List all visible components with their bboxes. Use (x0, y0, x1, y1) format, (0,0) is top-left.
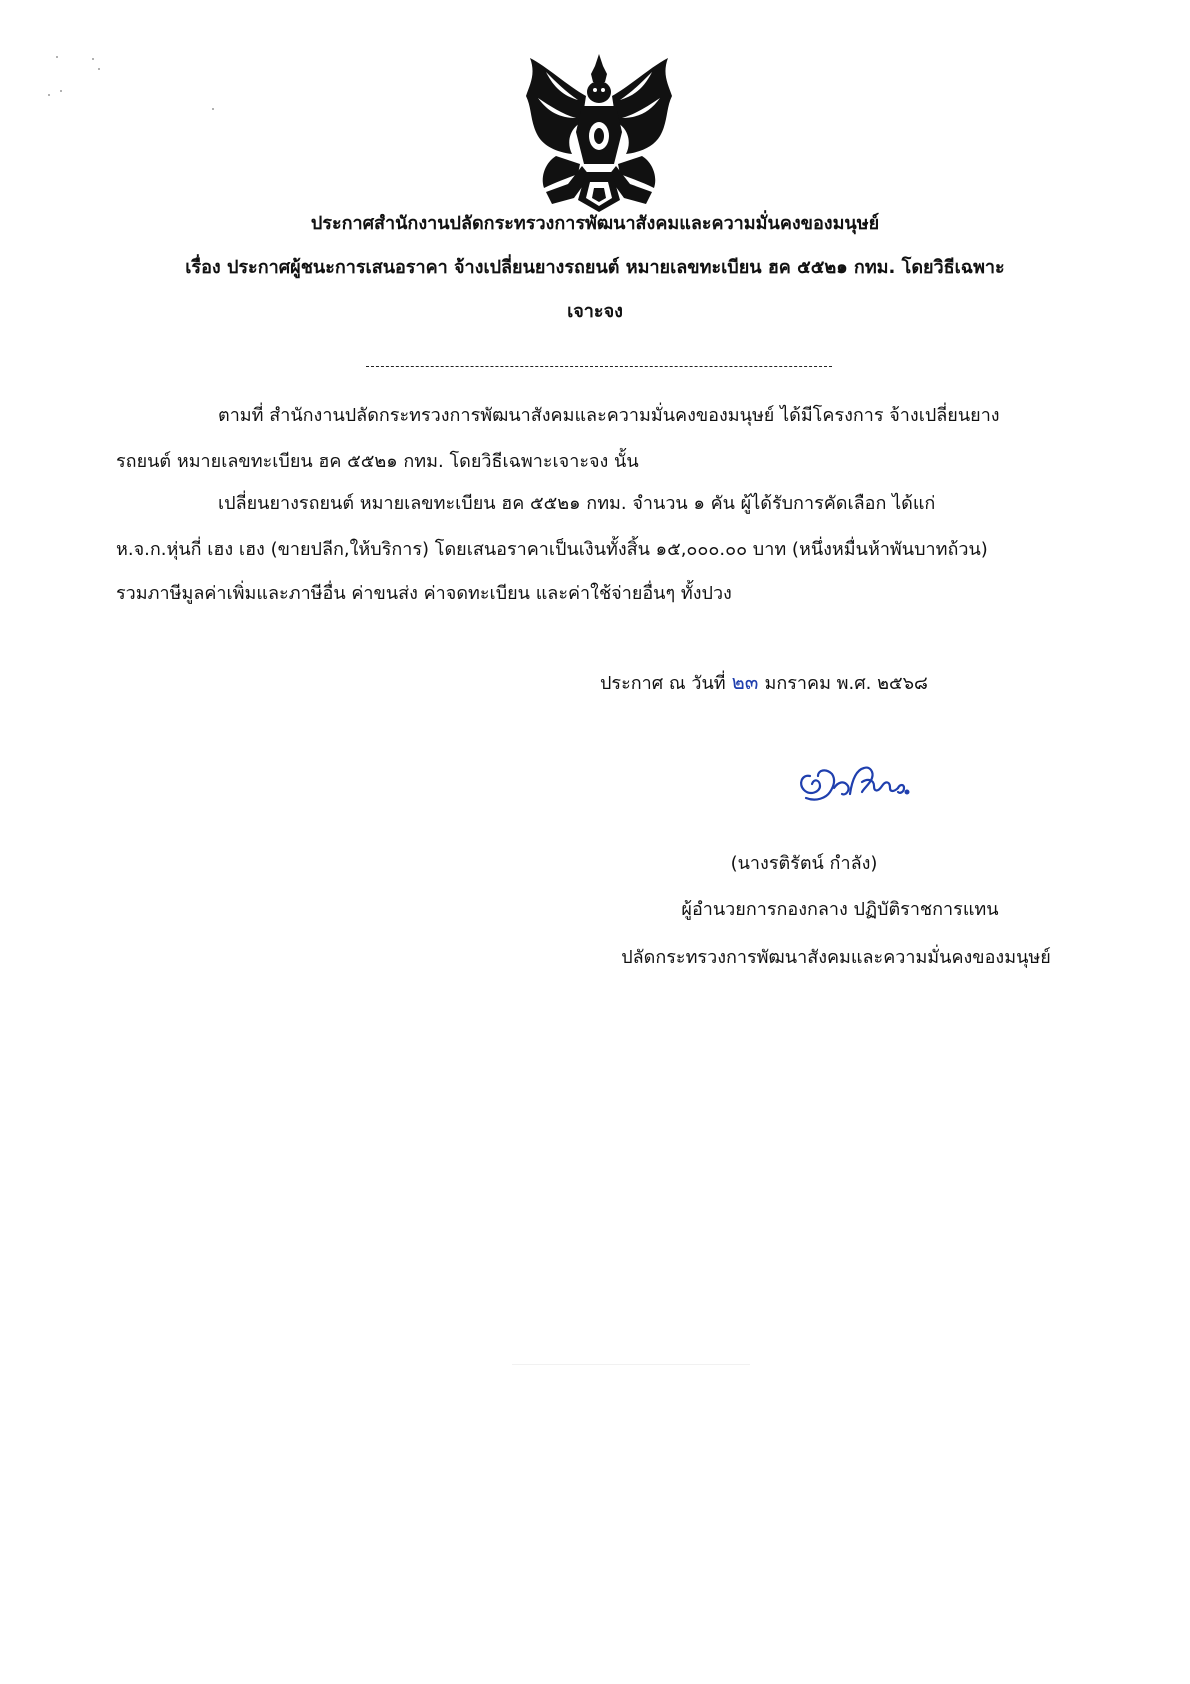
scan-specks (40, 50, 140, 110)
date-month-year: มกราคม พ.ศ. ๒๕๖๘ (764, 673, 928, 694)
garuda-emblem-icon (516, 52, 682, 216)
paragraph-2-line-1: เปลี่ยนยางรถยนต์ หมายเลขทะเบียน ฮค ๕๕๒๑ กทม. จำนวน ๑ คัน ผู้ได้รับการคัดเลือก ได้แก่ (218, 493, 936, 514)
signer-name: (นางรติรัตน์ กำลัง) (730, 853, 878, 874)
paragraph-1-line-2: รถยนต์ หมายเลขทะเบียน ฮค ๕๕๒๑ กทม. โดยวิธีเฉพาะเจาะจง นั้น (116, 451, 639, 472)
paragraph-2-line-2: ห.จ.ก.หุ่นกี่ เฮง เฮง (ขายปลีก,ให้บริการ) โดยเสนอราคาเป็นเงินทั้งสิ้น ๑๕,๐๐๐.๐๐ บาท (หนึ่งหมื่นห้าพันบาทถ้วน) (116, 539, 988, 560)
signer-position: ผู้อำนวยการกองกลาง ปฏิบัติราชการแทน (681, 899, 999, 920)
handwritten-signature-icon (796, 758, 910, 810)
header-title: ประกาศสำนักงานปลัดกระทรวงการพัฒนาสังคมและความมั่นคงของมนุษย์ (310, 213, 880, 234)
date-day-handwritten: ๒๓ (731, 670, 759, 694)
paragraph-1-line-1: ตามที่ สำนักงานปลัดกระทรวงการพัฒนาสังคมและความมั่นคงของมนุษย์ ได้มีโครงการ จ้างเปลี่ยนยาง (218, 405, 1000, 426)
date-prefix: ประกาศ ณ วันที่ (600, 673, 726, 694)
header-subject-continued: เจาะจง (567, 301, 623, 322)
paragraph-2-line-3: รวมภาษีมูลค่าเพิ่มและภาษีอื่น ค่าขนส่ง ค่าจดทะเบียน และค่าใช้จ่ายอื่นๆ ทั้งปวง (116, 583, 732, 604)
announcement-date (600, 666, 928, 700)
header-divider (366, 366, 832, 367)
signer-office: ปลัดกระทรวงการพัฒนาสังคมและความมั่นคงของมนุษย์ (621, 947, 1051, 968)
scan-artifact-rule (512, 1364, 750, 1365)
header-subject: เรื่อง ประกาศผู้ชนะการเสนอราคา จ้างเปลี่ยนยางรถยนต์ หมายเลขทะเบียน ฮค ๕๕๒๑ กทม. โดยวิธีเฉพาะ (185, 257, 1005, 278)
